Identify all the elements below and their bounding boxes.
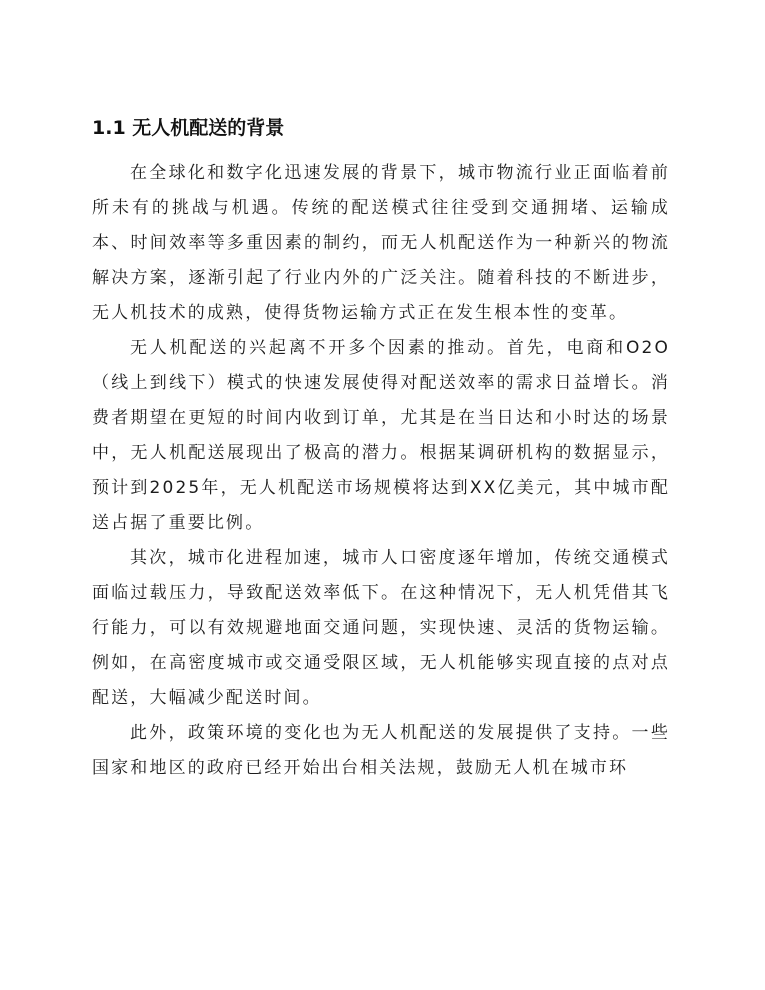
section-heading <box>92 114 284 142</box>
paragraph-1: 在全球化和数字化迅速发展的背景下，城市物流行业正面临着前所未有的挑战与机遇。传统的配送模式往往受到交通拥堵、运输成本、时间效率等多重因素的制约，而无人机配送作为一种新兴的物流解决方案，逐渐引起了行业内外的广泛关注。随着科技的不断进步，无人机技术的成熟，使得货物运输方式正在发生根本性的变革。 <box>92 163 670 323</box>
section-number: 1.1 <box>92 117 126 139</box>
section-title: 无人机配送的背景 <box>132 117 285 139</box>
paragraph-3: 其次，城市化进程加速，城市人口密度逐年增加，传统交通模式面临过载压力，导致配送效率低下。在这种情况下，无人机凭借其飞行能力，可以有效规避地面交通问题，实现快速、灵活的货物运输。例如，在高密度城市或交通受限区域，无人机能够实现直接的点对点配送，大幅减少配送时间。 <box>92 548 670 708</box>
body-text <box>92 156 670 786</box>
paragraph-4: 此外，政策环境的变化也为无人机配送的发展提供了支持。一些国家和地区的政府已经开始出台相关法规，鼓励无人机在城市环 <box>92 723 670 778</box>
paragraph-2: 无人机配送的兴起离不开多个因素的推动。首先，电商和O2O（线上到线下）模式的快速发展使得对配送效率的需求日益增长。消费者期望在更短的时间内收到订单，尤其是在当日达和小时达的场景中，无人机配送展现出了极高的潜力。根据某调研机构的数据显示，预计到2025年，无人机配送市场规模将达到XX亿美元，其中城市配送占据了重要比例。 <box>92 338 670 533</box>
